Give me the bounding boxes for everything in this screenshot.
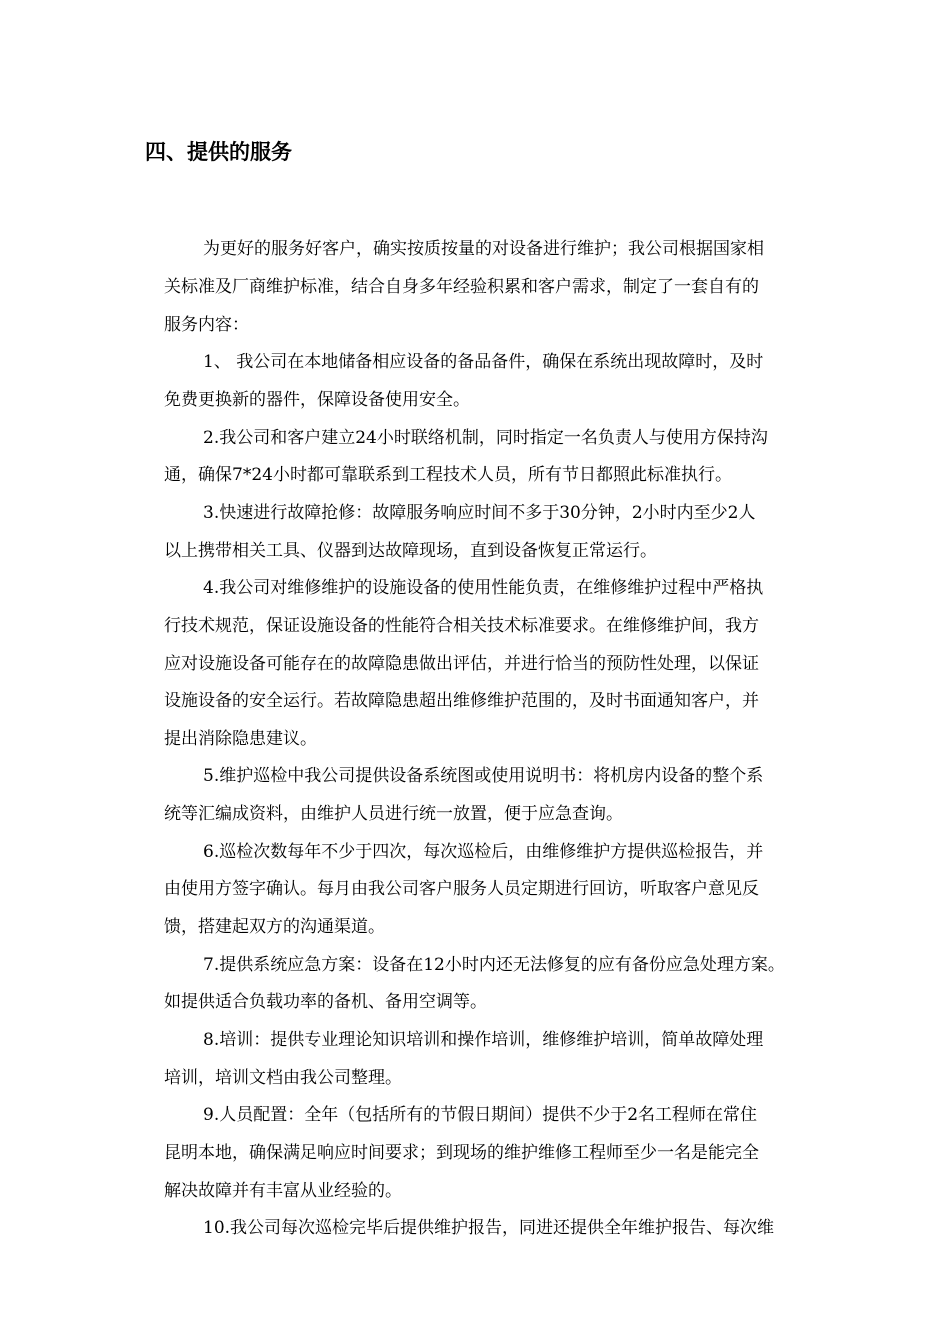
list-item-line: 1、 我公司在本地储备相应设备的备品备件，确保在系统出现故障时，及时 [203,352,764,372]
list-item-line: 9.人员配置：全年（包括所有的节假日期间）提供不少于2名工程师在常住 [203,1105,758,1125]
list-item-line: 馈，搭建起双方的沟通渠道。 [164,917,385,937]
list-item-line: 设施设备的安全运行。若故障隐患超出维修维护范围的，及时书面通知客户，并 [164,691,759,711]
list-item-line: 3.快速进行故障抢修：故障服务响应时间不多于30分钟，2小时内至少2人 [203,503,756,523]
paragraph-line: 关标准及厂商维护标准，结合自身多年经验积累和客户需求，制定了一套自有的 [164,277,759,297]
list-item-line: 6.巡检次数每年不少于四次，每次巡检后，由维修维护方提供巡检报告，并 [203,842,764,862]
list-item-line: 4.我公司对维修维护的设施设备的使用性能负责，在维修维护过程中严格执 [203,578,764,598]
list-item-line: 统等汇编成资料，由维护人员进行统一放置，便于应急查询。 [164,804,623,824]
list-item-line: 提出消除隐患建议。 [164,729,317,749]
section-heading: 四、提供的服务 [145,140,292,164]
paragraph-line: 为更好的服务好客户，确实按质按量的对设备进行维护；我公司根据国家相 [203,239,764,259]
list-item-line: 昆明本地，确保满足响应时间要求；到现场的维护维修工程师至少一名是能完全 [164,1143,759,1163]
list-item-line: 8.培训：提供专业理论知识培训和操作培训，维修维护培训，简单故障处理 [203,1030,764,1050]
list-item-line: 以上携带相关工具、仪器到达故障现场，直到设备恢复正常运行。 [164,541,657,561]
paragraph-line: 服务内容： [164,315,249,335]
list-item-line: 2.我公司和客户建立24小时联络机制，同时指定一名负责人与使用方保持沟 [203,428,768,448]
list-item-line: 通，确保7*24小时都可靠联系到工程技术人员，所有节日都照此标准执行。 [164,465,732,485]
list-item-line: 解决故障并有丰富从业经验的。 [164,1181,402,1201]
list-item-line: 培训，培训文档由我公司整理。 [164,1068,402,1088]
list-item-line: 5.维护巡检中我公司提供设备系统图或使用说明书：将机房内设备的整个系 [203,766,764,786]
list-item-line: 如提供适合负载功率的备机、备用空调等。 [164,992,487,1012]
list-item-line: 7.提供系统应急方案：设备在12小时内还无法修复的应有备份应急处理方案。 [203,955,785,975]
list-item-line: 应对设施设备可能存在的故障隐患做出评估，并进行恰当的预防性处理，以保证 [164,654,759,674]
list-item-line: 由使用方签字确认。每月由我公司客户服务人员定期进行回访，听取客户意见反 [164,879,759,899]
list-item-line: 免费更换新的器件，保障设备使用安全。 [164,390,470,410]
list-item-line: 10.我公司每次巡检完毕后提供维护报告，同进还提供全年维护报告、每次维 [203,1218,775,1238]
list-item-line: 行技术规范，保证设施设备的性能符合相关技术标准要求。在维修维护间，我方 [164,616,759,636]
